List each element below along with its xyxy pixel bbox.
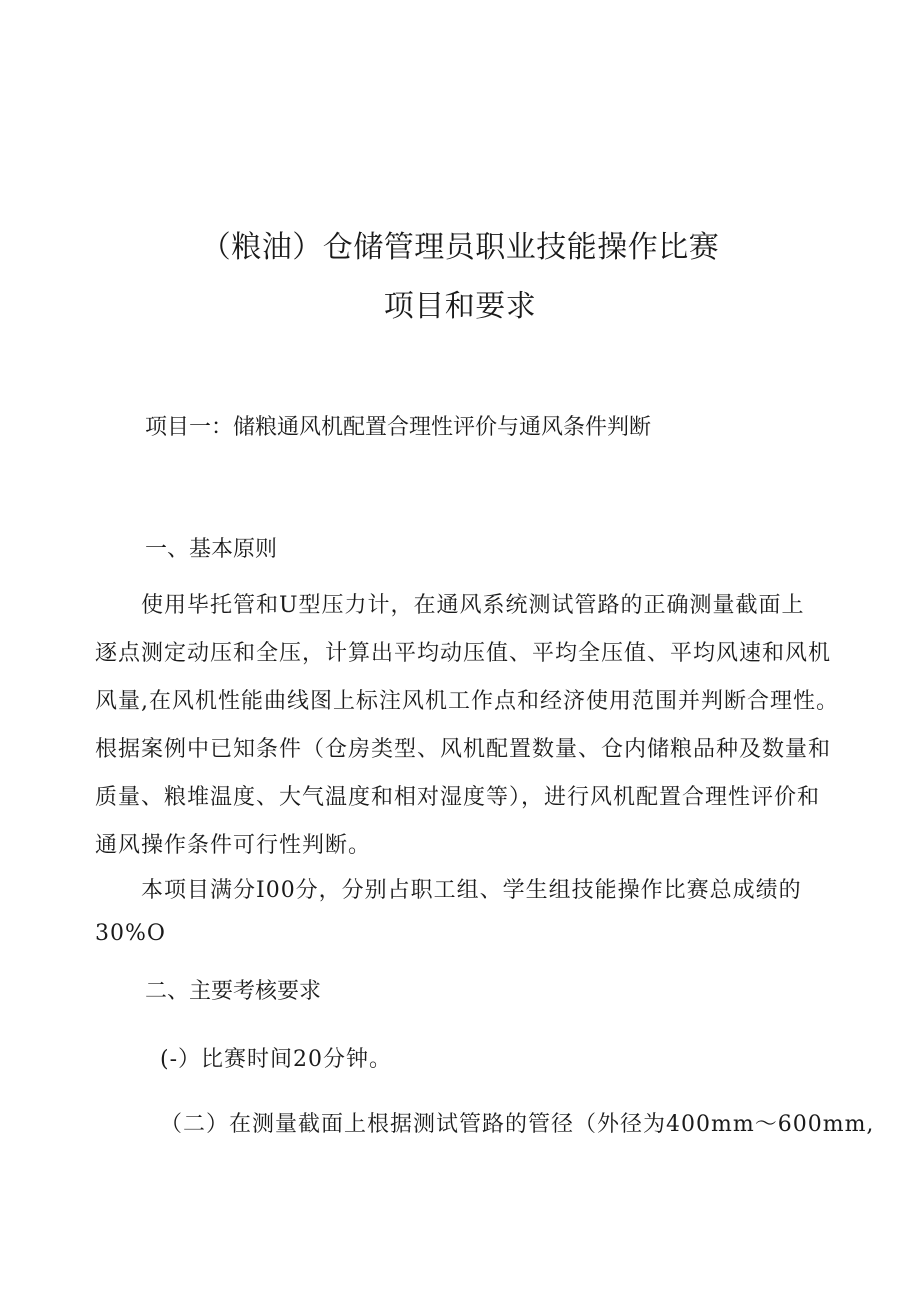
paragraph-line: 30%O [95, 921, 166, 946]
requirement-item-2: （二）在测量截面上根据测试管路的管径（外径为400mm～600mm, [160, 1112, 875, 1137]
requirement-item-1: (-）比赛时间20分钟。 [160, 1047, 393, 1072]
paragraph-line: 本项目满分I00分，分别占职工组、学生组技能操作比赛总成绩的 [95, 878, 802, 903]
paragraph-line: 通风操作条件可行性判断。 [95, 833, 372, 858]
paragraph-line: 使用毕托管和U型压力计，在通风系统测试管路的正确测量截面上 [95, 593, 805, 618]
paragraph-line: 逐点测定动压和全压，计算出平均动压值、平均全压值、平均风速和风机 [95, 641, 832, 666]
document-title-line2: 项目和要求 [383, 289, 537, 324]
project-heading: 项目一：储粮通风机配置合理性评价与通风条件判断 [145, 415, 652, 440]
document-title-line1: （粮油）仓储管理员职业技能操作比赛 [200, 230, 720, 265]
paragraph-line: 质量、粮堆温度、大气温度和相对湿度等），进行风机配置合理性评价和 [95, 785, 821, 810]
section-heading-assessment-requirements: 二、主要考核要求 [145, 979, 322, 1004]
paragraph-line: 根据案例中已知条件（仓房类型、风机配置数量、仓内储粮品种及数量和 [95, 737, 832, 762]
section-heading-basic-principles: 一、基本原则 [145, 537, 278, 562]
paragraph-line: 风量,在风机性能曲线图上标注风机工作点和经济使用范围并判断合理性。 [95, 689, 839, 714]
